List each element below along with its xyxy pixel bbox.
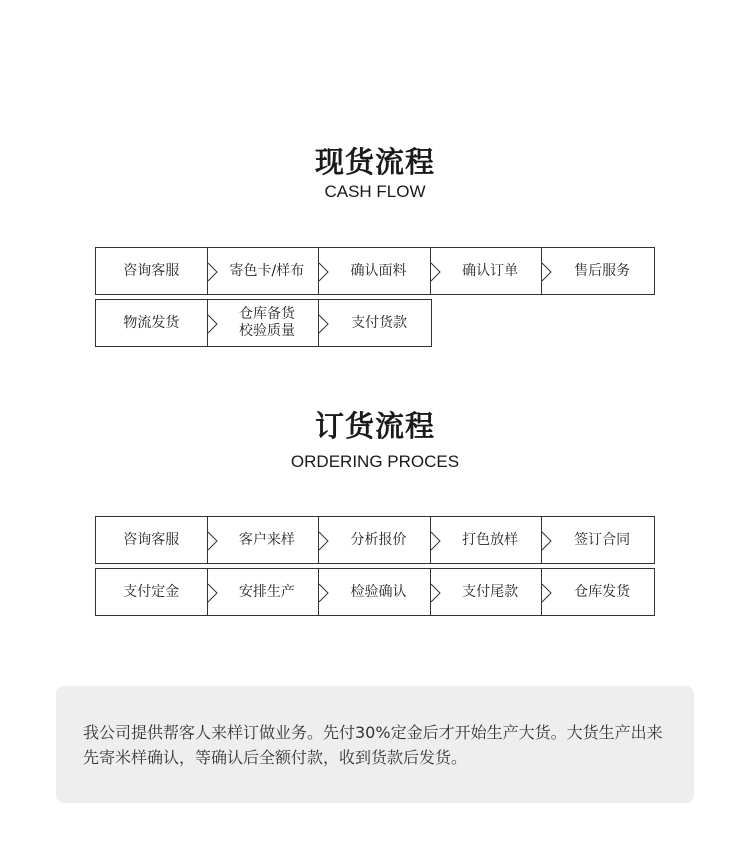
chevron-right-icon bbox=[318, 262, 330, 282]
chevron-right-icon bbox=[207, 583, 219, 603]
flow-step-label: 仓库发货 bbox=[574, 583, 631, 600]
flow-step-label: 检验确认 bbox=[350, 583, 407, 600]
flow-step-label: 确认面料 bbox=[350, 262, 407, 279]
flow-step bbox=[431, 569, 543, 615]
notice-text: 我公司提供帮客人来样订做业务。先付30%定金后才开始生产大货。大货生产出来先寄米样确认，等确认后全额付款，收到货款后发货。 bbox=[83, 723, 663, 767]
flow-step-label: 支付尾款 bbox=[462, 583, 519, 600]
ordering-row bbox=[95, 568, 655, 616]
chevron-right-icon bbox=[207, 262, 219, 282]
flow-step-label: 确认订单 bbox=[462, 262, 519, 279]
flow-step-label: 物流发货 bbox=[123, 314, 180, 331]
ordering-row bbox=[95, 516, 655, 564]
flow-step bbox=[96, 569, 208, 615]
flow-step-label: 客户来样 bbox=[238, 531, 295, 548]
flow-step bbox=[208, 569, 320, 615]
flow-step bbox=[319, 569, 431, 615]
cash-flow-title: 现货流程 bbox=[314, 145, 435, 179]
chevron-right-icon bbox=[430, 262, 442, 282]
flow-step bbox=[319, 300, 431, 346]
cash-flow-subtitle: CASH FLOW bbox=[324, 182, 426, 201]
ordering-subtitle: ORDERING PROCES bbox=[290, 452, 460, 471]
flow-step-label: 寄色卡/样布 bbox=[229, 262, 305, 279]
cash-flow-row bbox=[95, 247, 655, 295]
flow-step bbox=[319, 517, 431, 563]
flow-step-label: 分析报价 bbox=[350, 531, 407, 548]
chevron-right-icon bbox=[207, 531, 219, 551]
flow-step-label: 安排生产 bbox=[238, 583, 295, 600]
flow-step bbox=[208, 517, 320, 563]
chevron-right-icon bbox=[430, 531, 442, 551]
chevron-right-icon bbox=[207, 314, 219, 334]
flow-step-label: 咨询客服 bbox=[123, 262, 180, 279]
flow-step bbox=[431, 248, 543, 294]
flow-step bbox=[319, 248, 431, 294]
flow-step-label: 售后服务 bbox=[574, 262, 631, 279]
flow-step bbox=[542, 517, 654, 563]
flow-step bbox=[542, 569, 654, 615]
flow-step bbox=[208, 248, 320, 294]
notice-box bbox=[56, 686, 694, 803]
flow-step bbox=[96, 248, 208, 294]
flow-step bbox=[431, 517, 543, 563]
flow-step-label: 打色放样 bbox=[462, 531, 519, 548]
chevron-right-icon bbox=[541, 583, 553, 603]
chevron-right-icon bbox=[318, 583, 330, 603]
flow-step bbox=[96, 300, 208, 346]
ordering-title: 订货流程 bbox=[314, 409, 435, 443]
chevron-right-icon bbox=[541, 262, 553, 282]
chevron-right-icon bbox=[430, 583, 442, 603]
flow-step-label: 咨询客服 bbox=[123, 531, 180, 548]
chevron-right-icon bbox=[541, 531, 553, 551]
flow-step-label: 支付定金 bbox=[123, 583, 180, 600]
cash-flow-row bbox=[95, 299, 432, 347]
flow-step bbox=[96, 517, 208, 563]
flow-step-label: 签订合同 bbox=[574, 531, 631, 548]
flow-step-label: 仓库备货 校验质量 bbox=[239, 306, 295, 339]
chevron-right-icon bbox=[318, 531, 330, 551]
flow-step-label: 支付货款 bbox=[351, 314, 408, 331]
chevron-right-icon bbox=[318, 314, 330, 334]
flow-step bbox=[208, 300, 320, 346]
flow-step bbox=[542, 248, 654, 294]
